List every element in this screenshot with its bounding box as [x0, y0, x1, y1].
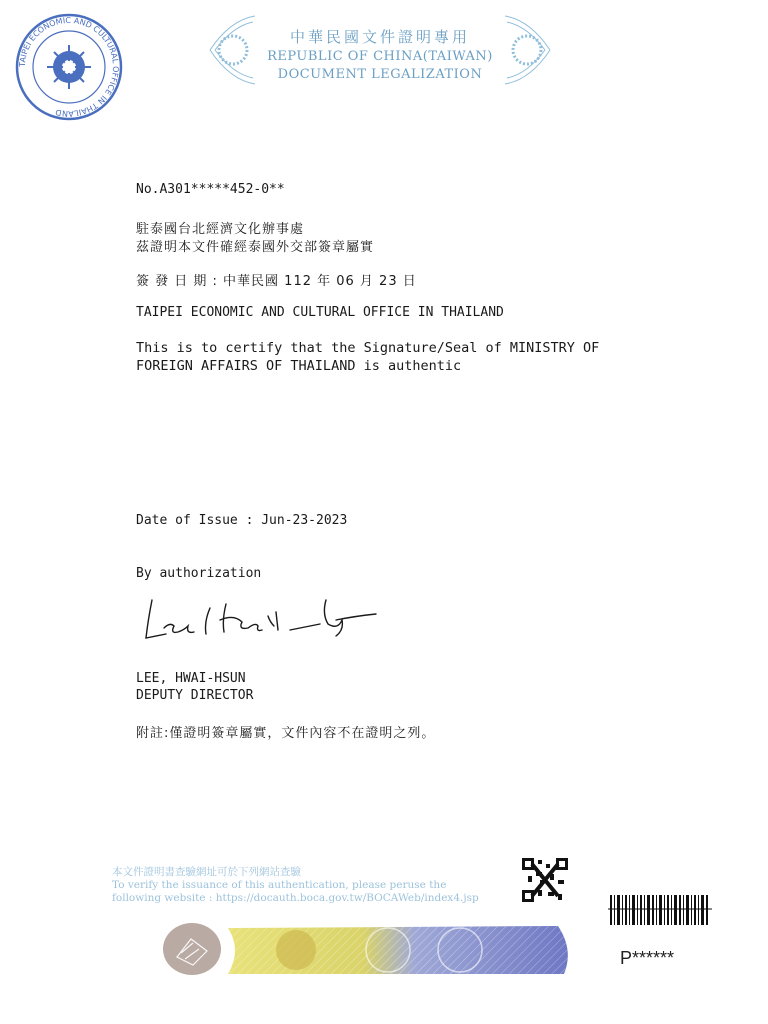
office-name-en: TAIPEI ECONOMIC AND CULTURAL OFFICE IN THAILAND — [136, 305, 504, 320]
date-of-issue: Date of Issue : Jun-23-2023 — [136, 513, 348, 528]
certify-text-line2: FOREIGN AFFAIRS OF THAILAND is authentic — [136, 358, 462, 374]
security-strip — [228, 924, 578, 976]
verification-en-line2: following website : https://docauth.boca.gov.tw/BOCAWeb/index4.jsp — [112, 892, 479, 904]
seal-ring-text: TAIPEI ECONOMIC AND CULTURAL OFFICE IN THAILAND — [17, 15, 121, 119]
banner-title-en: REPUBLIC OF CHINA(TAIWAN) — [267, 49, 493, 64]
handwritten-signature — [140, 590, 390, 650]
banner-subtitle: DOCUMENT LEGALIZATION — [277, 67, 483, 82]
note-zh: 附註:僅證明簽章屬實，文件內容不在證明之列。 — [136, 726, 436, 741]
signatory-title: DEPUTY DIRECTOR — [136, 688, 254, 703]
signatory-name: LEE, HWAI-HSUN — [136, 671, 246, 686]
issue-date-zh: 簽 發 日 期 : 中華民國 112 年 06 月 23 日 — [136, 274, 417, 289]
by-authorization: By authorization — [136, 566, 262, 581]
verification-en-line1: To verify the issuance of this authentication, please peruse the — [112, 879, 447, 891]
serial-number: P****** — [620, 948, 675, 968]
qr-code — [522, 858, 568, 902]
certify-text-line1: This is to certify that the Signature/Seal of MINISTRY OF — [136, 340, 600, 356]
office-seal — [14, 12, 124, 122]
office-name-zh: 駐泰國台北經濟文化辦事處 — [136, 222, 305, 237]
barcode — [608, 895, 712, 925]
document-number: No.A301*****452-0** — [136, 182, 285, 197]
legalization-banner — [205, 12, 555, 88]
security-emblem — [163, 923, 221, 975]
certify-text-zh: 茲證明本文件確經泰國外交部簽章屬實 — [136, 240, 375, 255]
verification-zh: 本文件證明書查驗網址可於下列網站查驗 — [112, 866, 301, 878]
banner-title-zh: 中華民國文件證明專用 — [289, 28, 470, 46]
verification-notice — [112, 866, 492, 905]
